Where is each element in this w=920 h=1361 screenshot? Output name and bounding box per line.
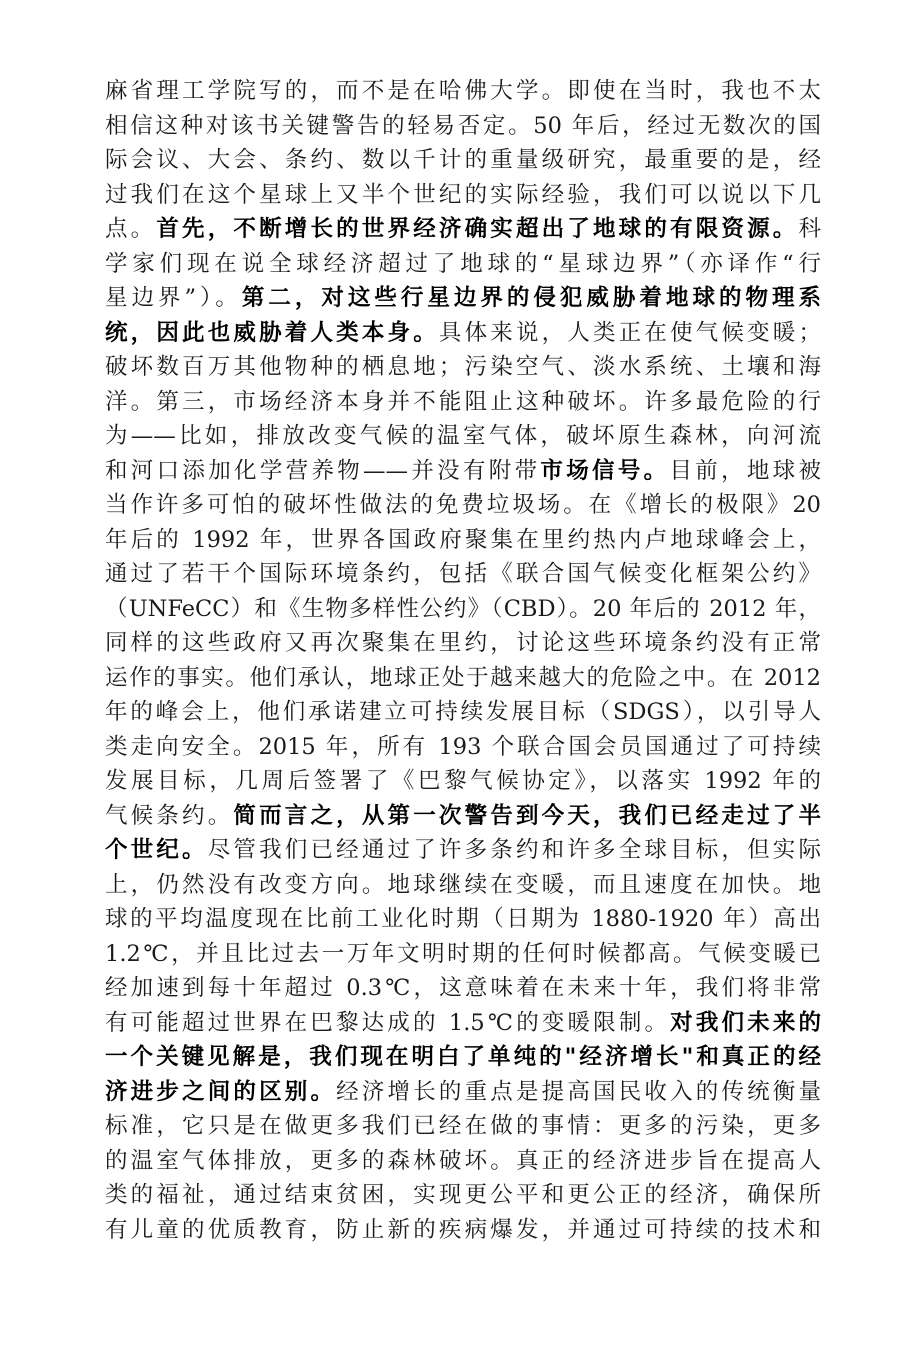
text-line	[105, 695, 821, 730]
text-line	[105, 661, 821, 696]
text-line	[105, 764, 821, 799]
text-segment: 气候条约。	[105, 802, 234, 829]
text-segment: 运作的事实。他们承认，地球正处于越来越大的危险之中。在 2012	[105, 664, 821, 691]
document-body	[105, 74, 821, 1247]
text-line	[105, 454, 821, 489]
bold-text-segment: 对我们未来的	[670, 1009, 821, 1036]
text-segment: 发展目标，几周后签署了《巴黎气候协定》，以落实 1992 年的	[105, 768, 821, 794]
text-segment: 点。	[105, 216, 157, 242]
text-line	[105, 178, 821, 213]
text-line	[105, 1040, 821, 1075]
text-line	[105, 833, 821, 868]
text-line	[105, 385, 821, 420]
text-line	[105, 799, 821, 834]
text-line	[105, 419, 821, 454]
text-segment: 年的峰会上，他们承诺建立可持续发展目标（SDGS），以引导人	[105, 699, 821, 725]
text-segment: （UNFeCC）和《生物多样性公约》（CBD）。20 年后的 2012 年，	[105, 595, 821, 622]
text-segment: 类走向安全。2015 年，所有 193 个联合国会员国通过了可持续	[105, 733, 821, 760]
bold-text-segment: 济进步之间的区别。	[105, 1078, 337, 1105]
text-segment: 际会议、大会、条约、数以千计的重量级研究，最重要的是，经	[105, 147, 821, 173]
text-segment: 年后的 1992 年，世界各国政府聚集在里约热内卢地球峰会上，	[105, 526, 821, 553]
text-line	[105, 557, 821, 592]
text-segment: 的温室气体排放，更多的森林破坏。真正的经济进步旨在提高人	[105, 1147, 821, 1174]
text-segment: 同样的这些政府又再次聚集在里约，讨论这些环境条约没有正常	[105, 630, 821, 656]
bold-text-segment: 第二，对这些行星边界的侵犯威胁着地球的物理系	[241, 285, 821, 311]
text-line	[105, 74, 821, 109]
text-line	[105, 730, 821, 765]
text-segment: 具体来说，人类正在使气候变暖；	[438, 319, 821, 346]
text-segment: 1.2℃，并且比过去一万年文明时期的任何时候都高。气候变暖已	[105, 940, 821, 967]
text-line	[105, 1213, 821, 1248]
text-segment: 相信这种对该书关键警告的轻易否定。50 年后，经过无数次的国	[105, 112, 821, 139]
text-segment: 通过了若干个国际环境条约，包括《联合国气候变化框架公约》	[105, 561, 821, 587]
text-segment: 类的福祉，通过结束贫困，实现更公平和更公正的经济，确保所	[105, 1182, 821, 1208]
text-segment: 目前，地球被	[669, 457, 821, 484]
text-segment: 破坏数百万其他物种的栖息地；污染空气、淡水系统、土壤和海	[105, 354, 821, 380]
text-segment: 洋。第三，市场经济本身并不能阻止这种破坏。许多最危险的行	[105, 388, 821, 415]
text-segment: 麻省理工学院写的，而不是在哈佛大学。即使在当时，我也不太	[105, 78, 821, 104]
text-line	[105, 247, 821, 282]
text-segment: 学家们现在说全球经济超过了地球的“星球边界”（亦译作“行	[105, 250, 821, 277]
text-segment: 球的平均温度现在比前工业化时期（日期为 1880-1920 年）高出	[105, 906, 821, 932]
text-line	[105, 1144, 821, 1179]
text-segment: 星边界”）。	[105, 285, 242, 311]
text-segment: 经济增长的重点是提高国民收入的传统衡量	[336, 1078, 821, 1105]
text-segment: 科	[798, 216, 821, 242]
text-line	[105, 592, 821, 627]
text-line	[105, 316, 821, 351]
text-line	[105, 350, 821, 385]
text-segment: 标准，它只是在做更多我们已经在做的事情：更多的污染，更多	[105, 1113, 821, 1139]
text-line	[105, 1178, 821, 1213]
text-line	[105, 626, 821, 661]
bold-text-segment: 首先，不断增长的世界经济确实超出了地球的有限资源。	[156, 216, 799, 242]
text-line	[105, 971, 821, 1006]
text-segment: 为——比如，排放改变气候的温室气体，破坏原生森林，向河流	[105, 423, 821, 449]
text-line	[105, 1075, 821, 1110]
bold-text-segment: 一个关键见解是，我们现在明白了单纯的"经济增长"和真正的经	[105, 1044, 821, 1070]
text-line	[105, 1109, 821, 1144]
bold-text-segment: 统，因此也威胁着人类本身。	[105, 319, 439, 346]
bold-text-segment: 市场信号。	[540, 457, 670, 484]
text-segment: 有可能超过世界在巴黎达成的 1.5℃的变暖限制。	[105, 1009, 671, 1036]
text-line	[105, 212, 821, 247]
text-line	[105, 937, 821, 972]
bold-text-segment: 个世纪。	[105, 837, 208, 863]
text-segment: 经加速到每十年超过 0.3℃，这意味着在未来十年，我们将非常	[105, 975, 821, 1001]
text-line	[105, 109, 821, 144]
text-segment: 尽管我们已经通过了许多条约和许多全球目标，但实际	[207, 837, 821, 863]
text-line	[105, 868, 821, 903]
text-line	[105, 902, 821, 937]
text-segment: 过我们在这个星球上又半个世纪的实际经验，我们可以说以下几	[105, 181, 821, 208]
text-segment: 和河口添加化学营养物——并没有附带	[105, 457, 541, 484]
bold-text-segment: 简而言之，从第一次警告到今天，我们已经走过了半	[233, 802, 821, 829]
text-segment: 当作许多可怕的破坏性做法的免费垃圾场。在《增长的极限》20	[105, 492, 821, 518]
text-line	[105, 488, 821, 523]
text-segment: 有儿童的优质教育，防止新的疾病爆发，并通过可持续的技术和	[105, 1216, 821, 1243]
text-line	[105, 1006, 821, 1041]
text-line	[105, 523, 821, 558]
text-line	[105, 143, 821, 178]
text-segment: 上，仍然没有改变方向。地球继续在变暖，而且速度在加快。地	[105, 871, 821, 898]
text-line	[105, 281, 821, 316]
